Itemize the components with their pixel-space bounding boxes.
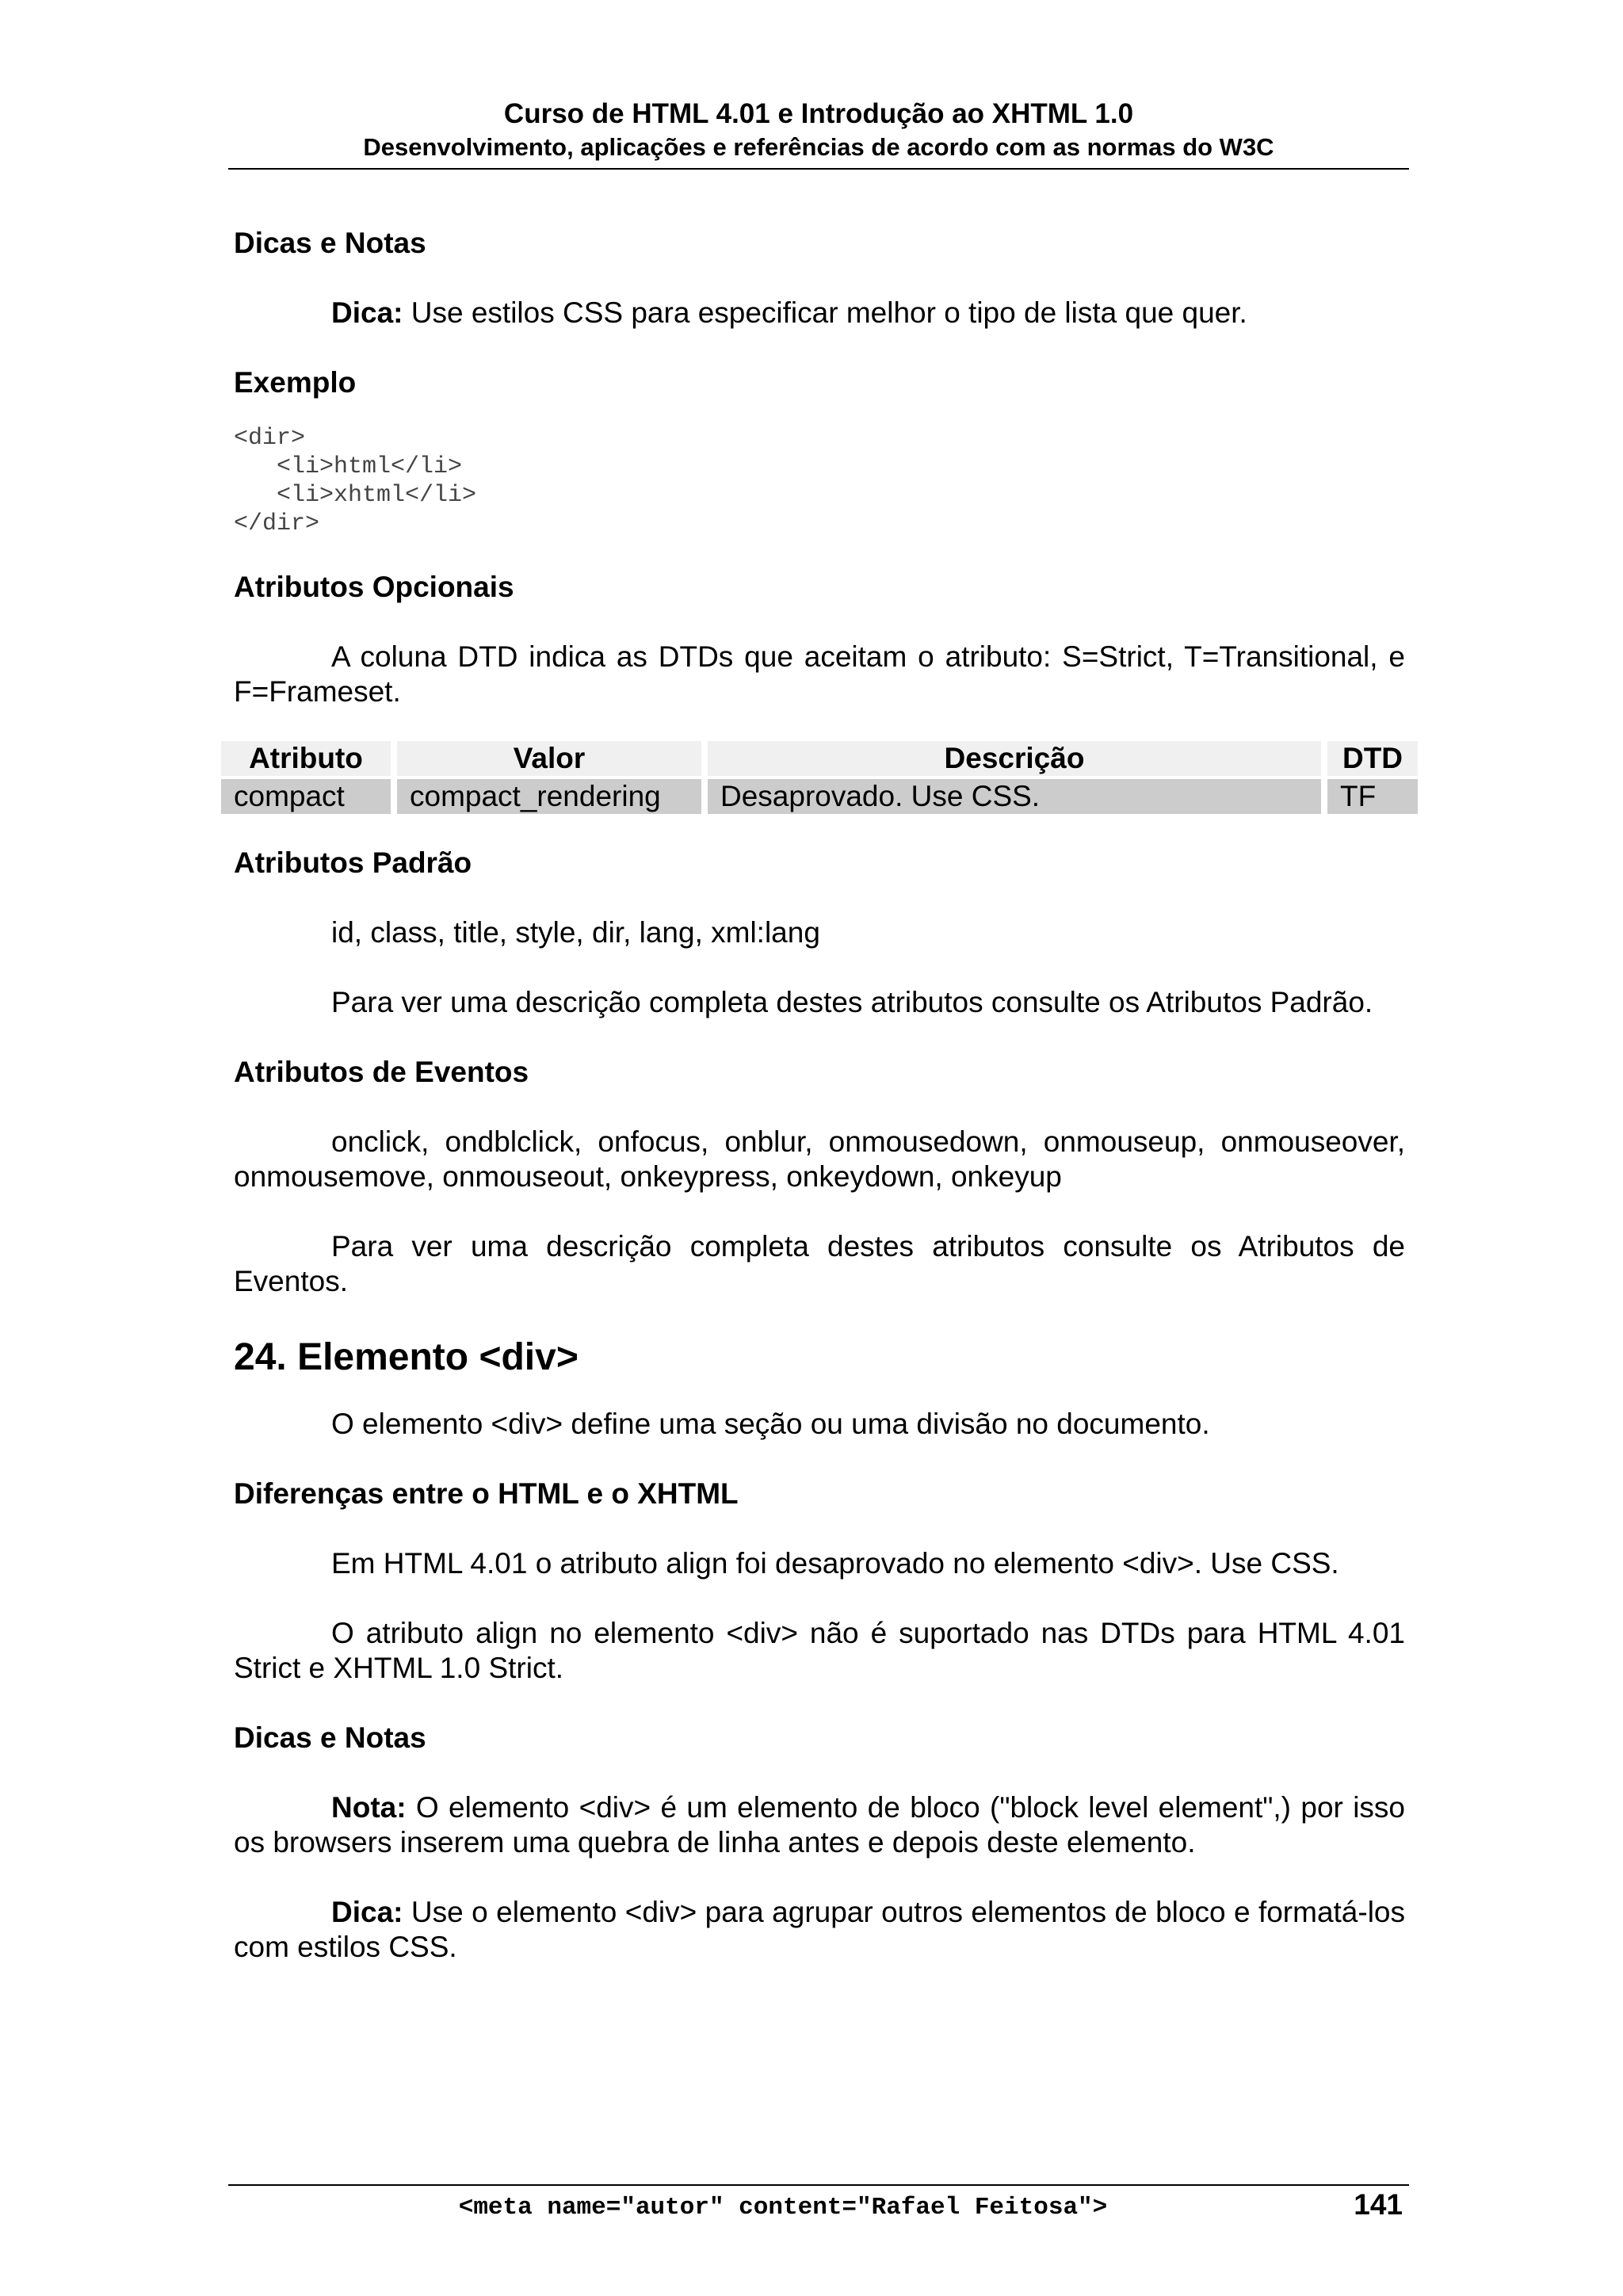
note-paragraph — [234, 1790, 1405, 1860]
standard-attributes-list: id, class, title, style, dir, lang, xml:lang — [331, 916, 820, 949]
differences-heading: Diferenças entre o HTML e o XHTML — [234, 1477, 739, 1510]
header-subtitle: Desenvolvimento, aplicações e referências de acordo com as normas do W3C — [363, 133, 1274, 161]
tip-text-2: Use o elemento <div> para agrupar outros elementos de bloco e formatá-los com estilos CSS. — [234, 1896, 1405, 1963]
optional-attributes-heading: Atributos Opcionais — [234, 571, 514, 603]
example-heading: Exemplo — [234, 366, 357, 399]
tips-heading-2: Dicas e Notas — [234, 1721, 426, 1754]
dtd-note: A coluna DTD indica as DTDs que aceitam o atributo: S=Strict, T=Transitional, e F=Frameset. — [234, 640, 1405, 708]
table-cell-description: Desaprovado. Use CSS. — [708, 779, 1321, 814]
table-header-attribute: Atributo — [221, 741, 391, 779]
tip-label-2: Dica: — [331, 1896, 403, 1928]
tips-heading: Dicas e Notas — [234, 227, 426, 259]
attributes-table — [215, 741, 1424, 814]
note-text: O elemento <div> é um elemento de bloco ("block level element",) por isso os browsers inserem uma quebra de linha antes e depois deste elemento. — [234, 1791, 1405, 1859]
differences-paragraph-2: O atributo align no elemento <div> não é suportado nas DTDs para HTML 4.01 Strict e XHTML 1.0 Strict. — [234, 1617, 1405, 1684]
table-header-value: Valor — [397, 741, 701, 779]
code-example: <dir> <li>html</li> <li>xhtml</li> </dir> — [234, 425, 477, 537]
page-number: 141 — [1354, 2188, 1403, 2221]
event-attributes-note: Para ver uma descrição completa destes atributos consulte os Atributos de Eventos. — [234, 1230, 1405, 1297]
header-title: Curso de HTML 4.01 e Introdução ao XHTML 1.0 — [503, 98, 1134, 129]
table-cell-dtd: TF — [1327, 779, 1418, 814]
tip-paragraph-2 — [234, 1895, 1405, 1965]
tip-text: Use estilos CSS para especificar melhor o tipo de lista que quer. — [403, 296, 1247, 329]
tip-label: Dica: — [331, 296, 403, 329]
table-header-row — [221, 741, 1418, 779]
table-header-dtd: DTD — [1327, 741, 1418, 779]
note-label: Nota: — [331, 1791, 407, 1824]
table-cell-value: compact_rendering — [397, 779, 701, 814]
table-cell-attribute: compact — [221, 779, 391, 814]
table-header-description: Descrição — [708, 741, 1321, 779]
event-attributes-list: onclick, ondblclick, onfocus, onblur, onmousedown, onmouseup, onmouseover, onmousemove, onmouseout, onkeypress, onkeydown, onkeyup — [234, 1125, 1405, 1193]
page-content — [234, 226, 1405, 2000]
page-header — [228, 97, 1409, 170]
table-row — [221, 779, 1418, 814]
div-intro: O elemento <div> define uma seção ou uma divisão no documento. — [331, 1408, 1210, 1440]
differences-paragraph-1: Em HTML 4.01 o atributo align foi desaprovado no elemento <div>. Use CSS. — [331, 1547, 1339, 1580]
page-footer — [228, 2184, 1409, 2225]
standard-attributes-note: Para ver uma descrição completa destes atributos consulte os Atributos Padrão. — [331, 986, 1373, 1018]
tip-paragraph — [234, 296, 1405, 330]
standard-attributes-heading: Atributos Padrão — [234, 846, 472, 879]
event-attributes-heading: Atributos de Eventos — [234, 1056, 529, 1088]
footer-meta: <meta name="autor" content="Rafael Feitosa"> — [458, 2194, 1108, 2222]
section-title: 24. Elemento <div> — [234, 1336, 579, 1378]
